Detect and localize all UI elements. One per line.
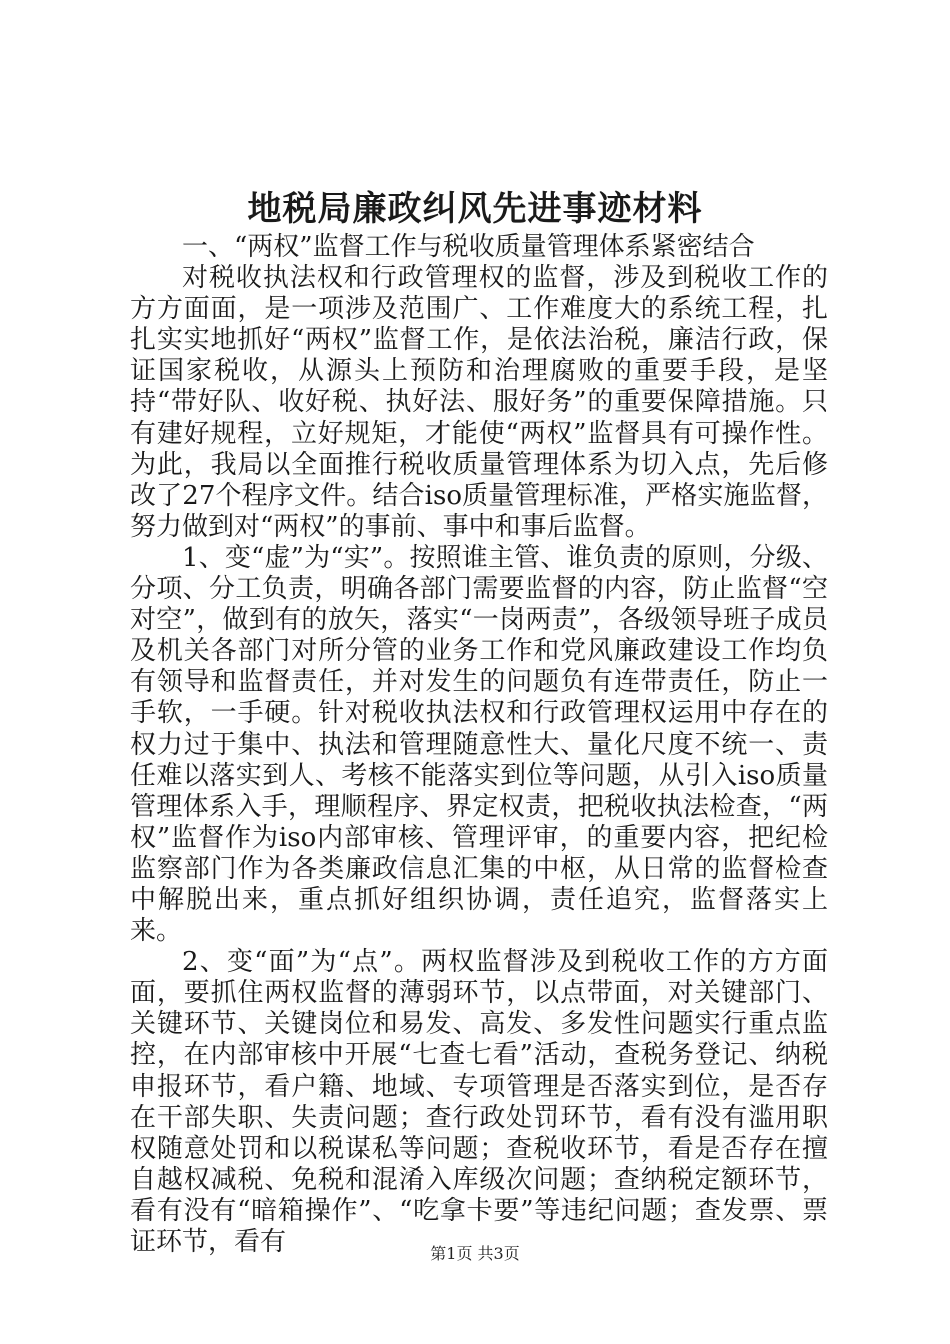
section-heading: 一、“两权”监督工作与税收质量管理体系紧密结合 [182, 232, 755, 262]
page-number-footer: 第1页 共3页 [430, 1244, 520, 1263]
page-title: 地税局廉政纠风先进事迹材料 [247, 189, 703, 229]
paragraph: 2、变“面”为“点”。两权监督涉及到税收工作的方方面面，要抓住两权监督的薄弱环节，以点带面，对关键部门、关键环节、关键岗位和易发、高发、多发性问题实行重点监控，在内部审核中开展“七查七看”活动，查税务登记、纳税申报环节，看户籍、地域、专项管理是否落实到位，是否存在干部失职、失责问题；查行政处罚环节，看有没有滥用职权随意处罚和以税谋私等问题；查税收环节，看是否存在擅自越权减税、免税和混淆入库级次问题；查纳税定额环节，看有没有“暗箱操作”、“吃拿卡要”等违纪问题；查发票、票证环节，看有 [130, 947, 828, 1257]
paragraph: 1、变“虚”为“实”。按照谁主管、谁负责的原则，分级、分项、分工负责，明确各部门需要监督的内容，防止监督“空对空”，做到有的放矢，落实“一岗两责”，各级领导班子成员及机关各部门对所分管的业务工作和党风廉政建设工作均负有领导和监督责任，并对发生的问题负有连带责任，防止一手软，一手硬。针对税收执法权和行政管理权运用中存在的权力过于集中、执法和管理随意性大、量化尺度不统一、责任难以落实到人、考核不能落实到位等问题，从引入iso质量管理体系入手，理顺程序、界定权责，把税收执法检查，“两权”监督作为iso内部审核、管理评审，的重要内容，把纪检监察部门作为各类廉政信息汇集的中枢，从日常的监督检查中解脱出来，重点抓好组织协调，责任追究，监督落实上来。 [130, 542, 828, 947]
document-body [130, 232, 828, 1258]
paragraph: 对税收执法权和行政管理权的监督，涉及到税收工作的方方面面，是一项涉及范围广、工作难度大的系统工程，扎扎实实地抓好“两权”监督工作，是依法治税，廉洁行政，保证国家税收，从源头上预防和治理腐败的重要手段，是坚持“带好队、收好税、执好法、服好务”的重要保障措施。只有建好规程，立好规矩，才能使“两权”监督具有可操作性。为此，我局以全面推行税收质量管理体系为切入点，先后修改了27个程序文件。结合iso质量管理标准，严格实施监督，努力做到对“两权”的事前、事中和事后监督。 [130, 263, 828, 542]
